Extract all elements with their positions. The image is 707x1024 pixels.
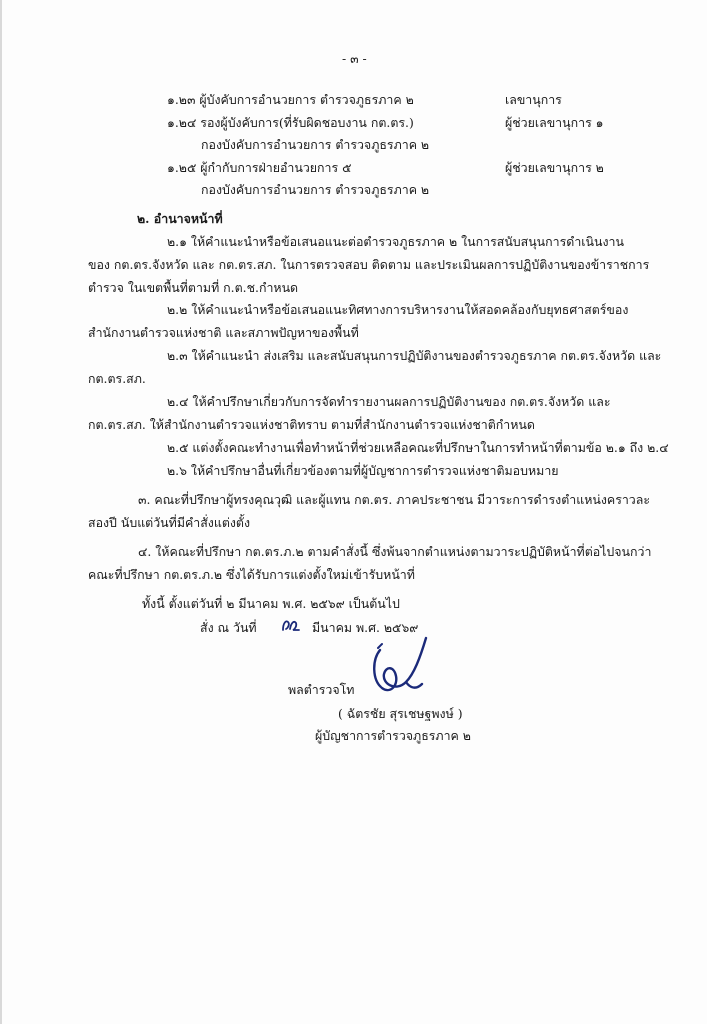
paragraph-line: กต.ตร.สภ. [88, 371, 146, 386]
paragraph-line: ตำรวจ ในเขตพื้นที่ตามที่ ก.ต.ช.กำหนด [88, 280, 299, 295]
paragraph-line: สองปี นับแต่วันที่มีคำสั่งแต่งตั้ง [88, 515, 251, 530]
section-heading: ๒. อำนาจหน้าที่ [137, 211, 223, 226]
paragraph-line: คณะที่ปรึกษา กต.ตร.ภ.๒ ซึ่งได้รับการแต่งตั้งใหม่เข้ารับหน้าที่ [88, 567, 415, 582]
paragraph-line: ๒.๖ ให้คำปรึกษาอื่นที่เกี่ยวข้องตามที่ผู้บัญชาการตำรวจแห่งชาติมอบหมาย [167, 463, 559, 478]
signature-mark [366, 632, 436, 698]
committee-role: เลขานุการ [505, 92, 562, 107]
committee-item-continuation: กองบังคับการอำนวยการ ตำรวจภูธรภาค ๒ [201, 182, 430, 197]
committee-item: ๑.๒๓ ผู้บังคับการอำนวยการ ตำรวจภูธรภาค ๒ [167, 92, 414, 107]
committee-role: ผู้ช่วยเลขานุการ ๒ [505, 160, 604, 175]
paragraph-line: ๒.๕ แต่งตั้งคณะทำงานเพื่อทำหน้าที่ช่วยเหลือคณะที่ปรึกษาในการทำหน้าที่ตามข้อ ๒.๑ ถึง ๒.๔ [167, 440, 669, 455]
paragraph-line: สำนักงานตำรวจแห่งชาติ และสภาพปัญหาของพื้นที่ [88, 325, 359, 340]
paragraph-line: ๒.๒ ให้คำแนะนำหรือข้อเสนอแนะทิศทางการบริหารงานให้สอดคล้องกับยุทธศาสตร์ของ [167, 302, 629, 317]
paragraph-line: ๒.๑ ให้คำแนะนำหรือข้อเสนอแนะต่อตำรวจภูธรภาค ๒ ในการสนับสนุนการดำเนินงาน [167, 234, 624, 249]
paragraph-line: ๒.๔ ให้คำปรึกษาเกี่ยวกับการจัดทำรายงานผลการปฏิบัติงานของ กต.ตร.จังหวัด และ [167, 394, 611, 409]
committee-role: ผู้ช่วยเลขานุการ ๑ [505, 115, 604, 130]
signatory-name: ( ฉัตรชัย สุรเชษฐพงษ์ ) [338, 706, 463, 721]
committee-item: ๑.๒๕ ผู้กำกับการฝ่ายอำนวยการ ๕ [167, 160, 352, 175]
paragraph-line: ๓. คณะที่ปรึกษาผู้ทรงคุณวุฒิ และผู้แทน กต.ตร. ภาคประชาชน มีวาระการดำรงตำแหน่งคราวละ [138, 492, 651, 507]
signatory-rank: พลตำรวจโท [288, 682, 355, 697]
committee-item: ๑.๒๔ รองผู้บังคับการ(ที่รับผิดชอบงาน กต.ตร.) [167, 115, 414, 130]
page-number: - ๓ - [342, 51, 367, 66]
paragraph-line: ของ กต.ตร.จังหวัด และ กต.ตร.สภ. ในการตรวจสอบ ติดตาม และประเมินผลการปฏิบัติงานของข้าราชการ [88, 257, 650, 272]
committee-item-continuation: กองบังคับการอำนวยการ ตำรวจภูธรภาค ๒ [201, 137, 430, 152]
handwritten-day-mark [280, 617, 300, 633]
effective-date: ทั้งนี้ ตั้งแต่วันที่ ๒ มีนาคม พ.ศ. ๒๕๖๙ เป็นต้นไป [142, 596, 400, 611]
signatory-position: ผู้บัญชาการตำรวจภูธรภาค ๒ [315, 728, 471, 743]
paragraph-line: ๒.๓ ให้คำแนะนำ ส่งเสริม และสนับสนุนการปฏิบัติงานของตำรวจภูธรภาค กต.ตร.จังหวัด และ [167, 348, 662, 363]
paragraph-line: ๔. ให้คณะที่ปรึกษา กต.ตร.ภ.๒ ตามคำสั่งนี้ ซึ่งพ้นจากตำแหน่งตามวาระปฏิบัติหน้าที่ต่อไปจนกว่า [138, 544, 652, 559]
order-date-month-year: มีนาคม พ.ศ. ๒๕๖๙ [312, 620, 419, 635]
order-date-prefix: สั่ง ณ วันที่ [200, 620, 257, 635]
paragraph-line: กต.ตร.สภ. ให้สำนักงานตำรวจแห่งชาติทราบ ตามที่สำนักงานตำรวจแห่งชาติกำหนด [88, 417, 535, 432]
